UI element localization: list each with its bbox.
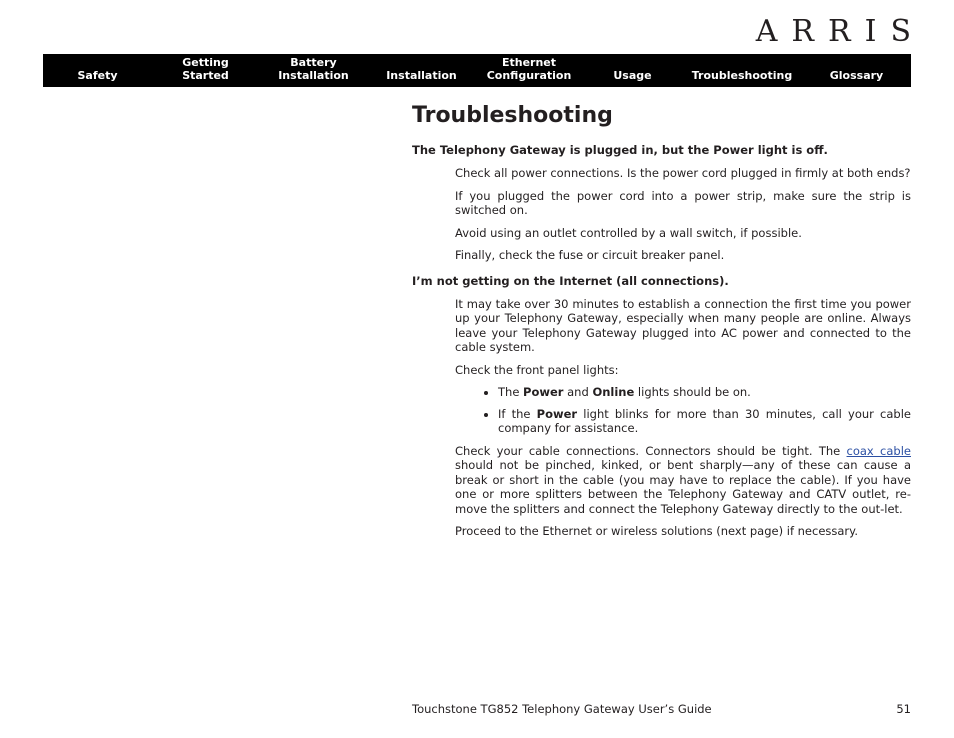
page-footer bbox=[412, 702, 911, 716]
paragraph: Avoid using an outlet controlled by a wall switch, if possible. bbox=[455, 225, 802, 240]
arris-logo: ARRIS bbox=[755, 14, 925, 49]
guide-title: Touchstone TG852 Telephony Gateway User’s Guide bbox=[412, 702, 712, 716]
nav-item-installation[interactable]: Installation bbox=[386, 69, 457, 82]
main-content bbox=[412, 100, 911, 547]
nav-item-safety[interactable]: Safety bbox=[77, 69, 118, 82]
page-number: 51 bbox=[896, 702, 911, 716]
paragraph: Check the front panel lights: bbox=[455, 362, 619, 377]
coax-cable-link[interactable]: coax cable bbox=[846, 443, 911, 458]
paragraph: It may take over 30 minutes to establish a connection the first time you power up your Telephony Gateway, especially when many people are online. Always leave your Telephony Gateway plugged into AC power and connected to the cable system. bbox=[455, 296, 911, 354]
nav-item-usage[interactable]: Usage bbox=[613, 69, 652, 82]
paragraph: Finally, check the fuse or circuit breaker panel. bbox=[455, 248, 725, 262]
nav-item-ethernet-configuration[interactable]: Ethernet Configuration bbox=[486, 56, 572, 82]
nav-item-troubleshooting[interactable]: Troubleshooting bbox=[691, 69, 793, 82]
nav-item-glossary[interactable]: Glossary bbox=[829, 69, 884, 82]
section-heading-internet: I’m not getting on the Internet (all connections). bbox=[412, 273, 729, 288]
nav-item-battery-installation[interactable]: Battery Installation bbox=[278, 56, 349, 82]
paragraph: If you plugged the power cord into a power strip, make sure the strip is switched on. bbox=[455, 188, 911, 217]
nav-item-getting-started[interactable]: Getting Started bbox=[182, 56, 229, 82]
section-body-power-light bbox=[455, 166, 911, 263]
section-heading-power-light: The Telephony Gateway is plugged in, but the Power light is off. bbox=[412, 143, 828, 157]
front-panel-lights-list bbox=[455, 385, 911, 436]
top-nav bbox=[43, 54, 911, 87]
section-body-internet bbox=[455, 297, 911, 378]
paragraph: Proceed to the Ethernet or wireless solutions (next page) if necessary. bbox=[455, 524, 858, 538]
paragraph: Check your cable connections. Connectors should be tight. The coax cable should not be pinched, kinked, or bent sharply—any of these can cause a break or short in the cable (you may have to replace the cable). If you have one or more splitters between the Telephony Gateway and CATV outlet, re-move the splitters and connect the Telephony Gateway directly to the out-let. bbox=[455, 443, 911, 516]
section-body-internet-cont bbox=[455, 444, 911, 539]
list-item: • The Power and Online lights should be on. bbox=[498, 385, 911, 400]
page-title: Troubleshooting bbox=[412, 103, 613, 128]
paragraph: Check all power connections. Is the power cord plugged in firmly at both ends? bbox=[455, 166, 911, 180]
list-item: • If the Power light blinks for more than 30 minutes, call your cable company for assistance. bbox=[498, 407, 911, 436]
